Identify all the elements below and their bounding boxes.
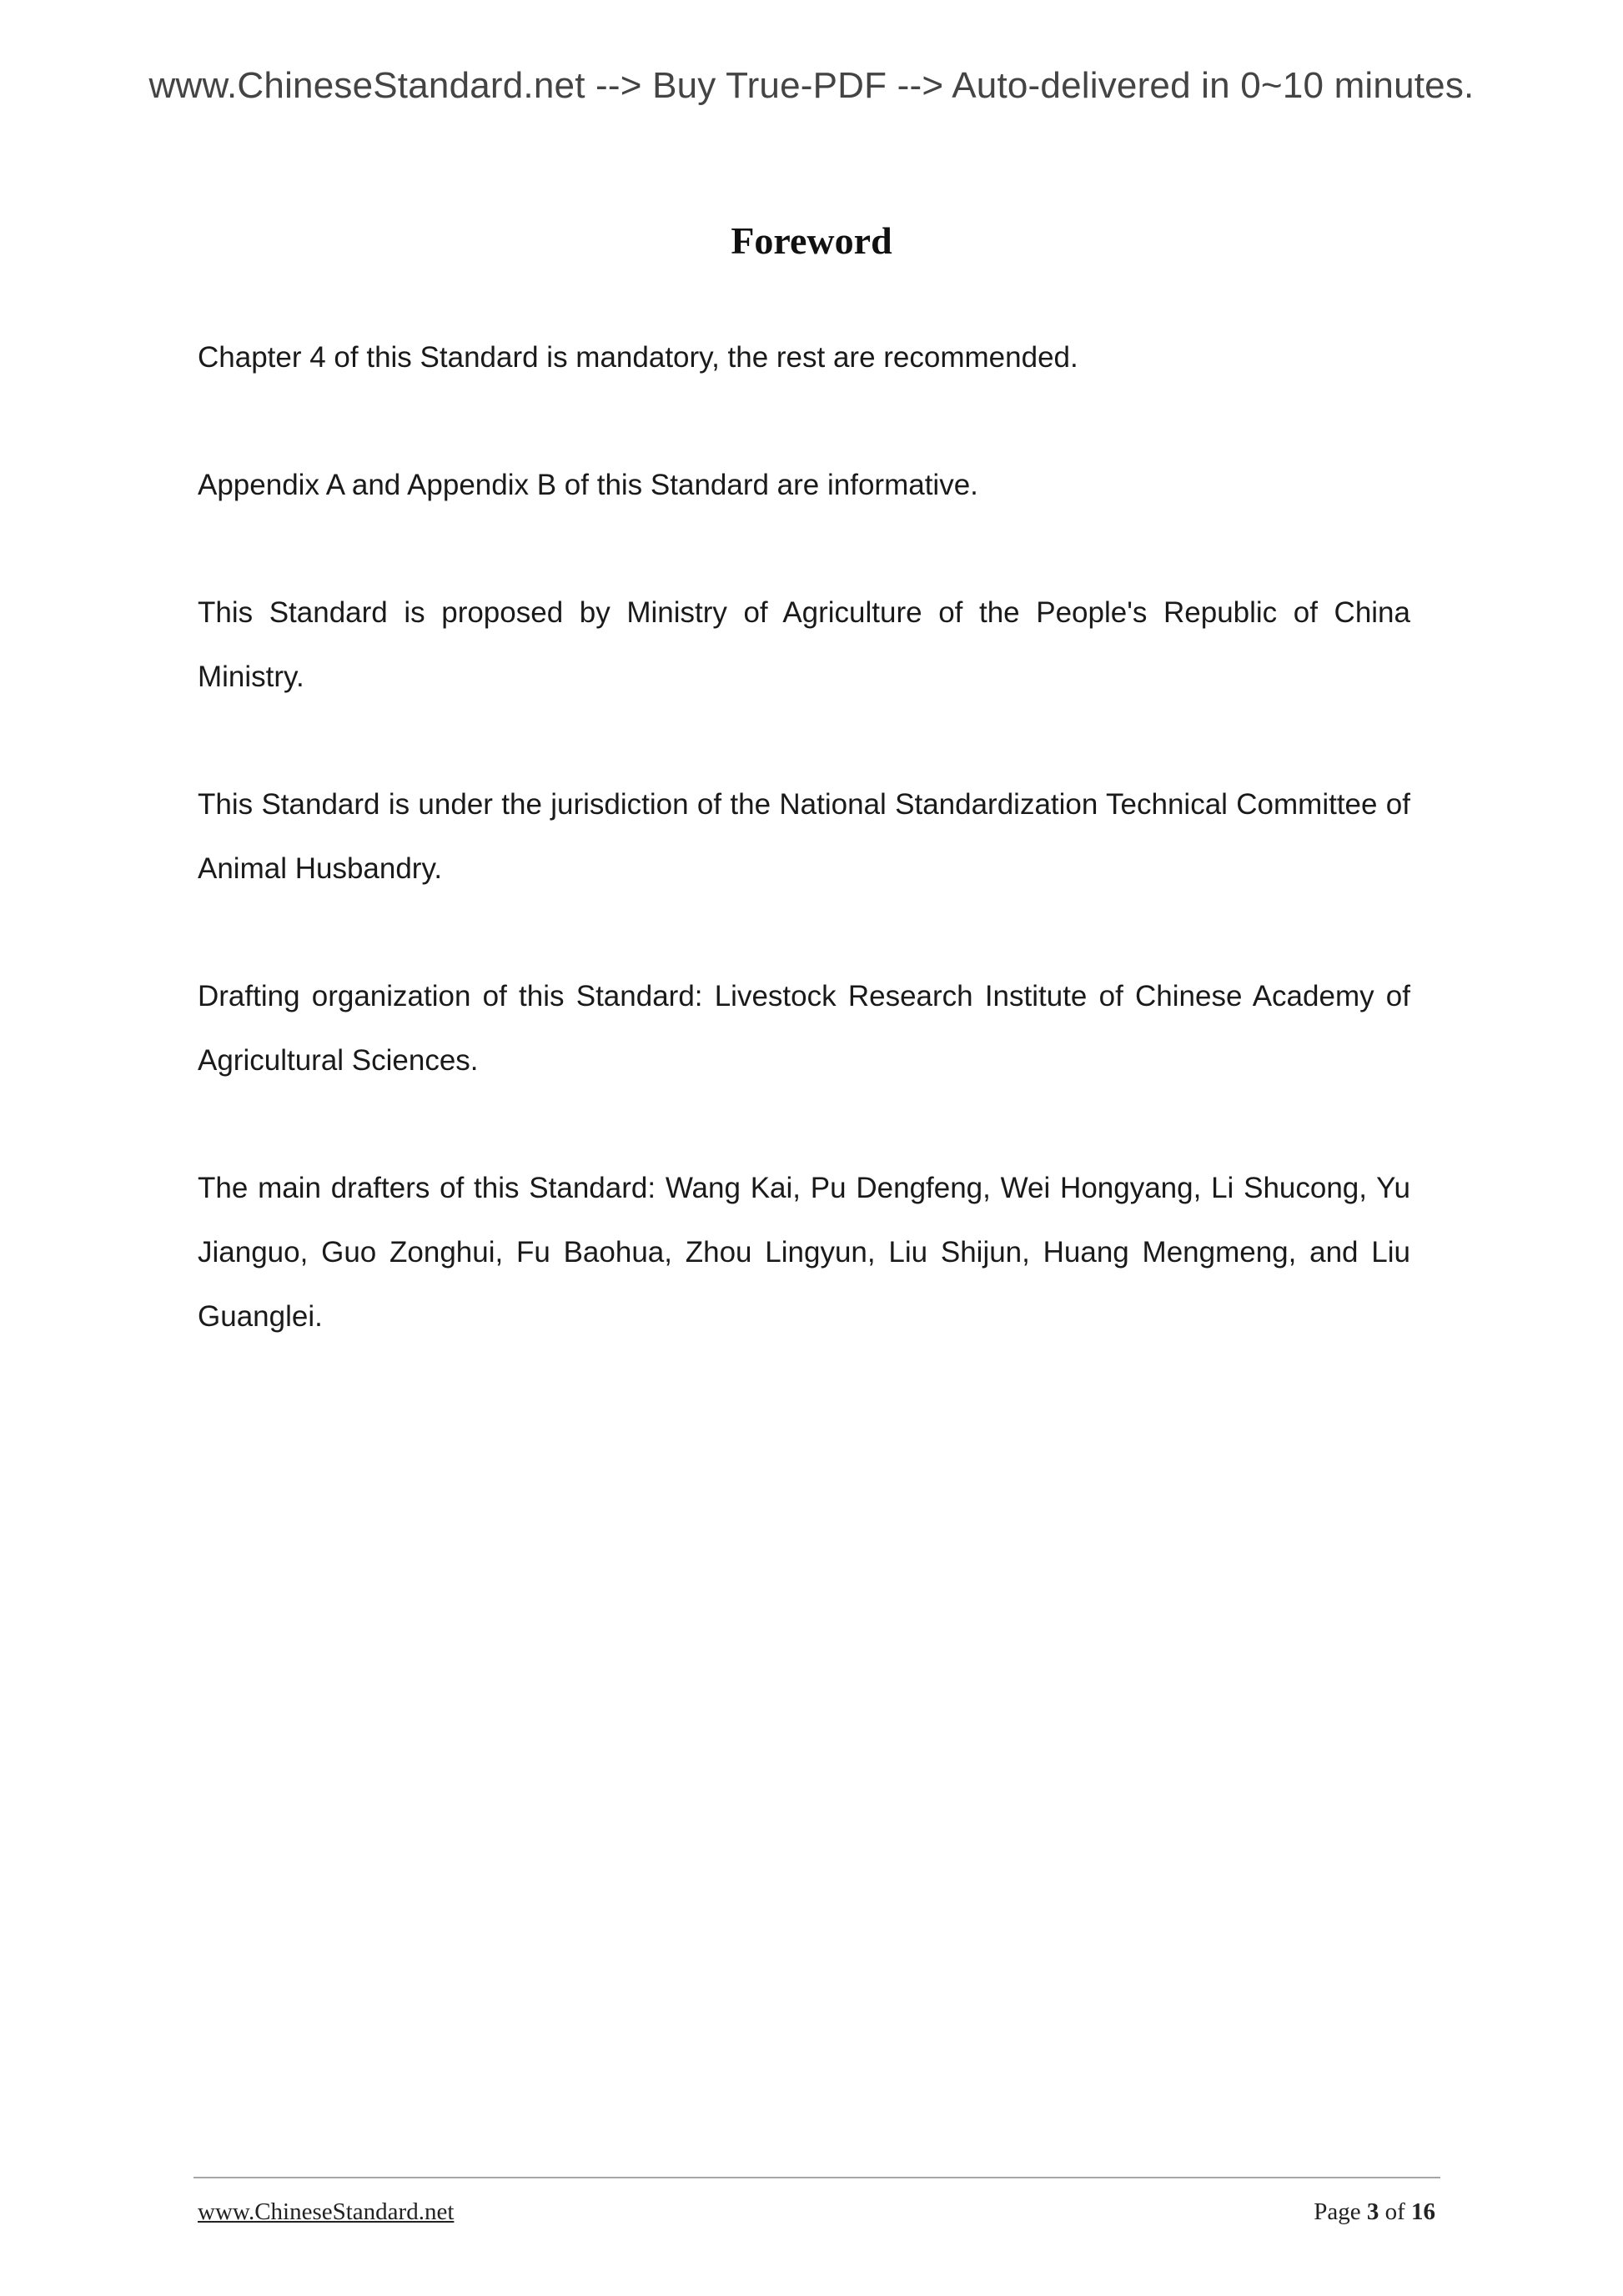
paragraph-appendix: Appendix A and Appendix B of this Standard are informative. <box>198 469 978 501</box>
page-word: Page <box>1314 2198 1361 2225</box>
page-of-word: of <box>1384 2198 1405 2225</box>
paragraph-jurisdiction: This Standard is under the jurisdiction of the National Standardization Technical Committee of Animal Husbandry. <box>198 788 1410 885</box>
paragraph-drafting-organization: Drafting organization of this Standard: Livestock Research Institute of Chinese Academy of Agricultural Sciences. <box>198 980 1410 1077</box>
footer-site-link[interactable]: www.ChineseStandard.net <box>198 2198 455 2225</box>
header-banner: www.ChineseStandard.net --> Buy True-PDF --> Auto-delivered in 0~10 minutes. <box>148 65 1475 106</box>
document-body <box>198 325 1410 1412</box>
page-current: 3 <box>1366 2198 1379 2225</box>
page-total: 16 <box>1411 2198 1435 2225</box>
footer-divider <box>193 2177 1440 2178</box>
paragraph-proposed-by: This Standard is proposed by Ministry of Agriculture of the People's Republic of China Ministry. <box>198 596 1410 693</box>
page-number <box>1314 2198 1435 2226</box>
page-title: Foreword <box>731 219 892 262</box>
paragraph-mandatory-chapter: Chapter 4 of this Standard is mandatory, the rest are recommended. <box>198 341 1078 374</box>
paragraph-main-drafters: The main drafters of this Standard: Wang Kai, Pu Dengfeng, Wei Hongyang, Li Shucong, Yu Jianguo, Guo Zonghui, Fu Baohua, Zhou Lingyun, Liu Shijun, Huang Mengmeng, and Liu Guanglei. <box>198 1172 1410 1333</box>
